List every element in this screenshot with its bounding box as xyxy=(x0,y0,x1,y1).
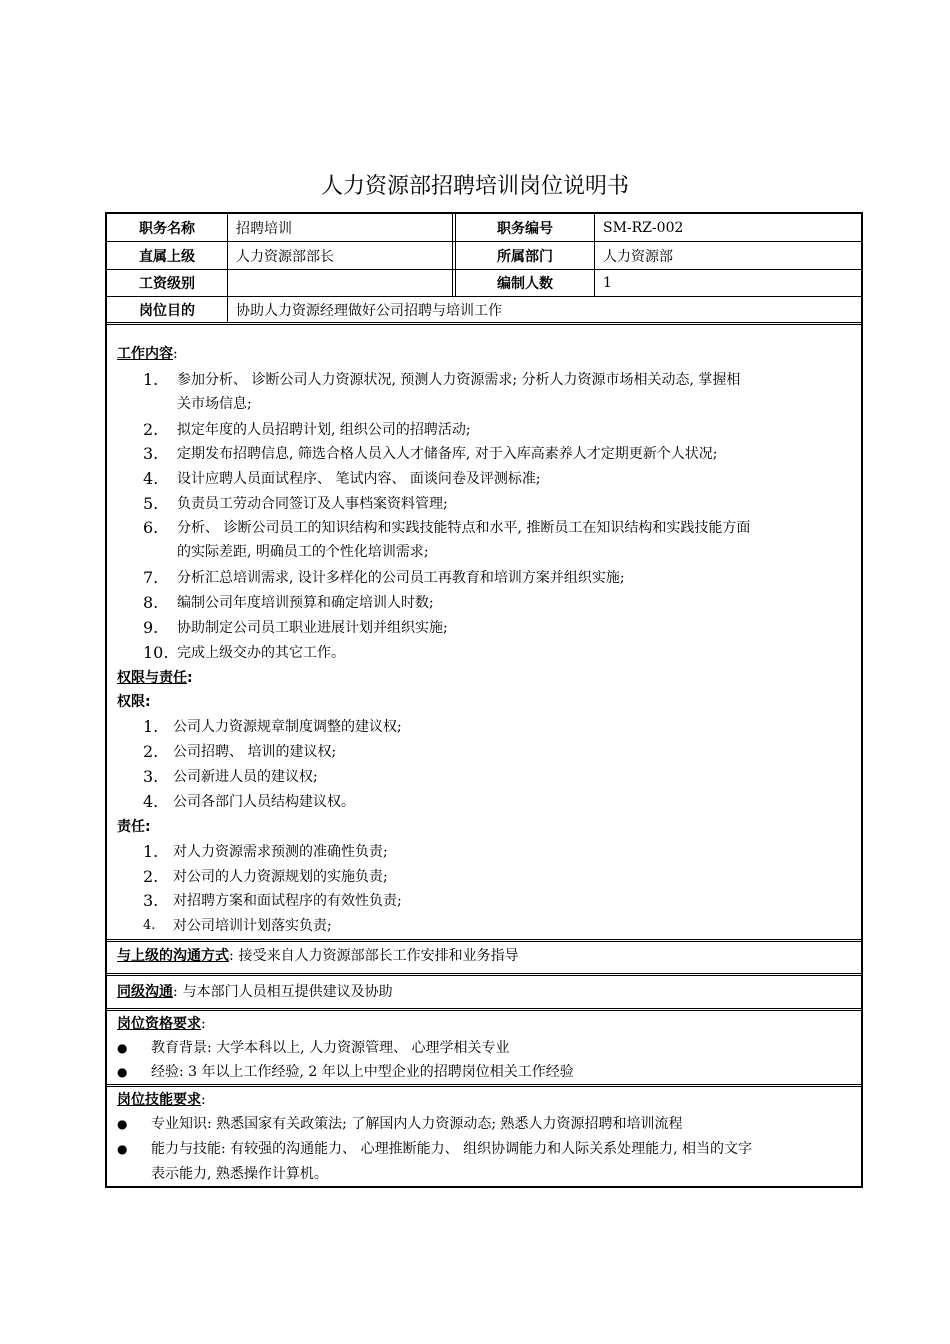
qualification-item: 经验: 3 年以上工作经验, 2 年以上中型企业的招聘岗位相关工作经验 xyxy=(151,1064,574,1080)
col-divider xyxy=(452,214,453,297)
comm-peer-section: 同级沟通: 与本部门人员相互提供建议及协助 xyxy=(117,984,393,1000)
rights-heading: 权限: xyxy=(117,694,151,710)
purpose-label: 岗位目的 xyxy=(107,297,227,322)
job-name-label: 职务名称 xyxy=(107,214,227,241)
skills-item: 能力与技能: 有较强的沟通能力、 心理推断能力、 组织协调能力和人际关系处理能力, 相当的文字 xyxy=(151,1141,752,1157)
superior-value: 人力资源部部长 xyxy=(236,248,334,265)
document-title: 人力资源部招聘培训岗位说明书 xyxy=(320,174,629,199)
qualification-heading: 岗位资格要求: xyxy=(117,1016,206,1032)
skills-heading: 岗位技能要求: xyxy=(117,1092,206,1108)
skills-item: 专业知识: 熟悉国家有关政策法; 了解国内人力资源动态; 熟悉人力资源招聘和培训流程 xyxy=(151,1116,683,1132)
salary-label: 工资级别 xyxy=(107,270,227,296)
section-divider xyxy=(107,322,861,325)
dept-value: 人力资源部 xyxy=(603,248,673,265)
duty-heading: 责任: xyxy=(117,819,151,835)
section-divider xyxy=(107,1008,861,1011)
headcount-value: 1 xyxy=(603,275,612,291)
comm-superior-section: 与上级的沟通方式: 接受来自人力资源部部长工作安排和业务指导 xyxy=(117,948,519,964)
job-code-value: SM-RZ-002 xyxy=(603,219,684,236)
authority-heading: 权限与责任: xyxy=(117,670,193,686)
section-divider xyxy=(107,939,861,942)
bullet-icon: ● xyxy=(117,1065,128,1079)
job-code-label: 职务编号 xyxy=(456,214,594,241)
bullet-icon: ● xyxy=(117,1142,128,1156)
headcount-label: 编制人数 xyxy=(456,270,594,296)
bullet-icon: ● xyxy=(117,1117,128,1131)
section-divider xyxy=(107,973,861,976)
qualification-item: 教育背景: 大学本科以上, 人力资源管理、 心理学相关专业 xyxy=(151,1040,510,1056)
work-heading: 工作内容: xyxy=(117,346,178,362)
salary-value xyxy=(228,270,452,296)
purpose-value: 协助人力资源经理做好公司招聘与培训工作 xyxy=(236,302,502,319)
section-divider xyxy=(107,1084,861,1087)
dept-label: 所属部门 xyxy=(456,242,594,269)
superior-label: 直属上级 xyxy=(107,242,227,269)
job-name-value: 招聘培训 xyxy=(236,220,292,237)
bullet-icon: ● xyxy=(117,1041,128,1055)
skills-item-continued: 表示能力, 熟悉操作计算机。 xyxy=(151,1166,328,1182)
job-description-table: 职务名称 招聘培训 职务编号 SM-RZ-002 直属上级 人力资源部部长 所属部门 人力资源部 工资级别 编制人数 1 岗位目的 协助人力资源经理做好公司招聘与培训工作 工作内容: 1. 参加分析、 诊断公司人力资源状况, 预测人力资源需求; 分析人力资源市场相关动态, 掌握相 关市场信息; 2. 拟定年度的人员招聘计划, 组织公司的招聘活动; 3. 定期发布招聘信息, 筛选合格人员入人才储备库, 对于入库高素养人才定期更新个人状况; 4. 设计应聘人员面试程序、 笔试内容、 面谈问卷及评测标准; 5. 负责员工劳动合同签订及人事档案资料管理; 6. 分析、 诊断公司员工的知识结构和实践技能特点和水平, 推断员工在知识结构和实践技能方面 的实际差距, 明确员工的个性化培训需求; 7. 分析汇总培训需求, 设计多样化的公司员工再教育和培训方案并组织实施; 8. 编制公司年度培训预算和确定培训人时数; 9. 协助制定公司员工职业进展计划并组织实施; 10. 完成上级交办的其它工作。 权限与责任: 权限: 1. 公司人力资源规章制度调整的建议权; 2. 公司招聘、 培训的建议权; 3. 公司新进人员的建议权; 4. 公司各部门人员结构建议权。 责任: 1. 对人力资源需求预测的准确性负责; 2. 对公司的人力资源规划的实施负责; 3. 对招聘方案和面试程序的有效性负责; 4. 对公司培训计划落实负责; 与上级的沟通方式: 接受来自人力资源部部长工作安排和业务指导 同级沟通: 与本部门人员相互提供建议及协助 岗位资格要求: ● 教育背景: 大学本科以上, 人力资源管理、 心理学相关专业 ● 经验: 3 年以上工作经验, 2 年以上中型企业的招聘岗位相关工作经验 岗位技能要求: ● 专业知识: 熟悉国家有关政策法; 了解国内人力资源动态; 熟悉人力资源招聘和培训流程 ● 能力与技能: 有较强的沟通能力、 心理推断能力、 组织协调能力和人际关系处理能力, 相当的文字 表示能力, 熟悉操作计算机。 xyxy=(105,212,863,1188)
